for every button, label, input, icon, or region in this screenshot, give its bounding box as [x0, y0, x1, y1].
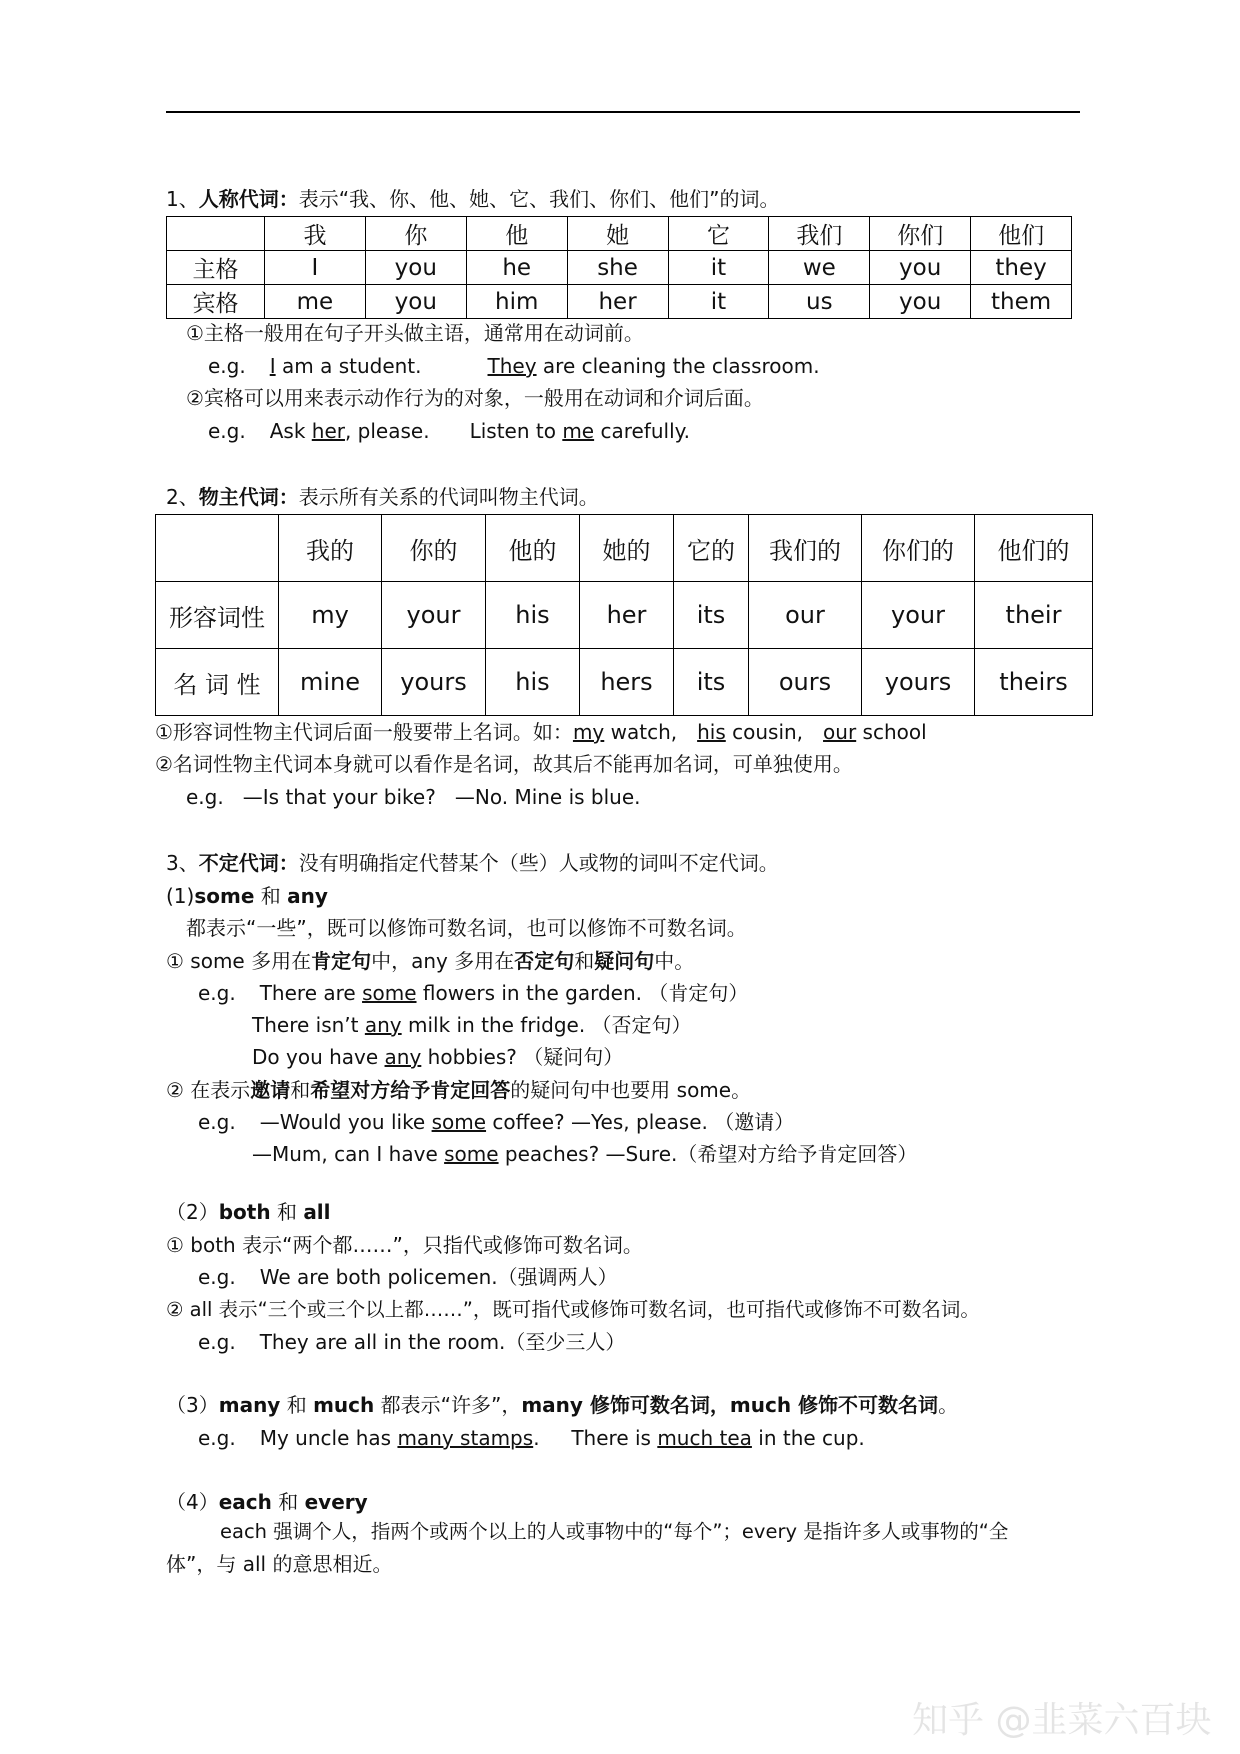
connector: 都表示“许多”， — [374, 1393, 522, 1417]
eg-label: e.g. — [208, 419, 246, 443]
table-cell: you — [365, 285, 466, 319]
table-cell: 我们的 — [749, 515, 862, 582]
connector: 和 — [270, 1200, 304, 1224]
table-cell: 形容词性 — [156, 582, 279, 649]
example-text: carefully. — [594, 419, 690, 443]
keyword: much — [313, 1393, 375, 1417]
table-cell: his — [486, 649, 580, 716]
sub-number: （2） — [166, 1200, 219, 1224]
table-cell: ours — [749, 649, 862, 716]
example-line — [198, 1425, 865, 1451]
table-cell: you — [870, 251, 971, 285]
table-cell: me — [265, 285, 366, 319]
eg-label: e.g. — [198, 1330, 236, 1354]
keyword: each — [218, 1490, 272, 1514]
table-cell: she — [567, 251, 668, 285]
underlined-word: I — [269, 354, 276, 378]
section-desc: 表示所有关系的代词叫物主代词。 — [298, 485, 599, 509]
table-cell: 我 — [265, 217, 366, 251]
personal-pronoun-table — [166, 216, 1072, 319]
table-cell — [156, 515, 279, 582]
paragraph-line: 体”，与 all 的意思相近。 — [166, 1552, 393, 1576]
note-text: ②名词性物主代词本身就可以看作是名词，故其后不能再加名词，可单独使用。 — [155, 752, 853, 776]
example-text: . There is — [533, 1426, 658, 1450]
table-cell: theirs — [975, 649, 1093, 716]
example-text: Ask — [269, 419, 312, 443]
rule-keyword: 疑问句 — [594, 949, 655, 973]
table-cell: 她的 — [580, 515, 674, 582]
section-title: 人称代词： — [198, 187, 299, 211]
section-title: 物主代词： — [198, 485, 299, 509]
rule-part: 的疑问句中也要用 some。 — [510, 1078, 752, 1102]
rule-keyword: 肯定句 — [311, 949, 372, 973]
section-title: 不定代词： — [198, 851, 299, 875]
table-cell: their — [975, 582, 1093, 649]
keyword: both — [218, 1200, 271, 1224]
example-text: My uncle has — [259, 1426, 398, 1450]
example-text: Do you have — [252, 1045, 385, 1069]
table-cell: it — [668, 251, 769, 285]
table-cell: 它的 — [674, 515, 749, 582]
table-cell: you — [870, 285, 971, 319]
keyword: all — [303, 1200, 331, 1224]
rule-part: ① some 多用在 — [166, 949, 312, 973]
underlined-word: me — [562, 419, 595, 443]
rule-part: 和 — [290, 1078, 311, 1102]
example-text: —Would you like — [259, 1110, 432, 1134]
table-cell: he — [466, 251, 567, 285]
table-cell: her — [580, 582, 674, 649]
sub-heading — [166, 1392, 958, 1418]
example-text: , please. — [344, 419, 430, 443]
table-cell: 我们 — [769, 217, 870, 251]
sub-number: （3） — [166, 1393, 219, 1417]
table-cell: 他们 — [971, 217, 1072, 251]
table-cell: our — [749, 582, 862, 649]
example-text: flowers in the garden. （肯定句） — [416, 981, 749, 1005]
paragraph-line: each 强调个人，指两个或两个以上的人或事物中的“每个”；every 是指许多人或事物的“全 — [220, 1520, 1009, 1543]
example-text: There are — [259, 981, 363, 1005]
connector: 和 — [280, 1393, 314, 1417]
table-cell — [167, 217, 265, 251]
example-line — [208, 353, 820, 379]
table-row — [156, 582, 1093, 649]
note-text: ②宾格可以用来表示动作行为的对象，一般用在动词和介词后面。 — [186, 386, 764, 410]
underlined-word: They — [487, 354, 537, 378]
table-cell: 他们的 — [975, 515, 1093, 582]
table-cell: 它 — [668, 217, 769, 251]
note-text — [155, 719, 927, 745]
sub-heading — [166, 1199, 331, 1225]
table-row — [156, 649, 1093, 716]
section1-heading — [166, 186, 779, 212]
note-text: 都表示“一些”，既可以修饰可数名词，也可以修饰不可数名词。 — [186, 916, 747, 940]
rule-keyword: 希望对方给予肯定回答 — [310, 1078, 511, 1102]
section3-heading — [166, 850, 779, 876]
underlined-word: my — [572, 720, 605, 744]
example-line — [198, 980, 748, 1006]
section-desc: 没有明确指定代替某个（些）人或物的词叫不定代词。 — [298, 851, 779, 875]
example-text: in the cup. — [751, 1426, 865, 1450]
rule-text — [166, 1077, 751, 1103]
table-cell: hers — [580, 649, 674, 716]
table-cell: us — [769, 285, 870, 319]
example-text: milk in the fridge. （否定句） — [401, 1013, 692, 1037]
rule-text: ② all 表示“三个或三个以上都……”，既可指代或修饰可数名词，也可指代或修饰不可数名词。 — [166, 1298, 980, 1321]
underlined-word: some — [431, 1110, 487, 1134]
table-cell: 你们 — [870, 217, 971, 251]
example-text: peaches? —Sure.（希望对方给予肯定回答） — [498, 1142, 918, 1166]
rule-keyword: 邀请 — [250, 1078, 291, 1102]
rule-part: 中。 — [654, 949, 695, 973]
keyword: any — [287, 884, 328, 908]
section-number: 2、 — [166, 485, 199, 509]
connector: 。 — [938, 1393, 959, 1417]
table-cell: 她 — [567, 217, 668, 251]
keyword: every — [304, 1490, 368, 1514]
table-cell: your — [862, 582, 975, 649]
rule-part: ② 在表示 — [166, 1078, 251, 1102]
table-cell: him — [466, 285, 567, 319]
table-cell: they — [971, 251, 1072, 285]
section-number: 3、 — [166, 851, 199, 875]
example-text: am a student. — [275, 354, 422, 378]
underlined-word: some — [444, 1142, 499, 1166]
example-line — [208, 418, 690, 444]
example-text: hobbies? （疑问句） — [421, 1045, 624, 1069]
table-cell: 你 — [365, 217, 466, 251]
example-line — [198, 1264, 618, 1290]
example-text: They are all in the room.（至少三人） — [259, 1330, 626, 1354]
table-row — [167, 285, 1072, 319]
rule-part: 中，any 多用在 — [371, 949, 515, 973]
table-cell: 我的 — [279, 515, 382, 582]
table-cell: it — [668, 285, 769, 319]
table-cell: we — [769, 251, 870, 285]
example-line — [252, 1044, 623, 1070]
table-cell: yours — [862, 649, 975, 716]
table-cell: my — [279, 582, 382, 649]
eg-label: e.g. — [198, 1265, 236, 1289]
example-line — [198, 1329, 625, 1355]
underlined-word: some — [362, 981, 417, 1005]
rule-text: ① both 表示“两个都……”，只指代或修饰可数名词。 — [166, 1233, 643, 1257]
table-cell: 名 词 性 — [156, 649, 279, 716]
table-cell: mine — [279, 649, 382, 716]
table-cell: them — [971, 285, 1072, 319]
note-word: school — [856, 720, 927, 744]
eg-label: e.g. — [198, 1110, 236, 1134]
note-word: watch, — [604, 720, 678, 744]
table-cell: you — [365, 251, 466, 285]
watermark: 知乎 @韭菜六百块 — [912, 1700, 1212, 1741]
table-cell: I — [265, 251, 366, 285]
keyword: many — [218, 1393, 281, 1417]
table-cell: its — [674, 582, 749, 649]
note-lead: ①形容词性物主代词后面一般要带上名词。如： — [155, 720, 573, 744]
table-cell: 你的 — [382, 515, 486, 582]
rule-keyword: many 修饰可数名词，much 修饰不可数名词 — [521, 1393, 939, 1417]
keyword: some — [194, 884, 255, 908]
underlined-word: any — [364, 1013, 402, 1037]
sub-number: (1) — [166, 884, 195, 908]
example-text: are cleaning the classroom. — [536, 354, 820, 378]
example-text: We are both policemen.（强调两人） — [259, 1265, 618, 1289]
eg-label: e.g. — [198, 981, 236, 1005]
table-cell: 他 — [466, 217, 567, 251]
underlined-word: his — [697, 720, 726, 744]
underlined-word: her — [311, 419, 345, 443]
underlined-word: much tea — [657, 1426, 752, 1450]
rule-keyword: 否定句 — [514, 949, 575, 973]
example-line — [252, 1141, 917, 1167]
example-text: Listen to — [469, 419, 563, 443]
table-cell: your — [382, 582, 486, 649]
example-text: coffee? —Yes, please. （邀请） — [486, 1110, 795, 1134]
eg-label: e.g. — [208, 354, 246, 378]
note-text: ①主格一般用在句子开头做主语，通常用在动词前。 — [186, 321, 644, 345]
rule-text — [166, 948, 694, 974]
table-header-row — [167, 217, 1072, 251]
table-cell: her — [567, 285, 668, 319]
rule-part: 和 — [574, 949, 595, 973]
table-cell: 你们的 — [862, 515, 975, 582]
connector: 和 — [271, 1490, 305, 1514]
underlined-word: many stamps — [397, 1426, 534, 1450]
table-cell: its — [674, 649, 749, 716]
table-cell: 他的 — [486, 515, 580, 582]
possessive-pronoun-table — [155, 514, 1093, 716]
example-line — [252, 1012, 692, 1038]
underlined-word: any — [384, 1045, 422, 1069]
example-text: There isn’t — [252, 1013, 365, 1037]
underlined-word: our — [823, 720, 857, 744]
table-cell: 主格 — [167, 251, 265, 285]
connector: 和 — [254, 884, 288, 908]
sub-number: （4） — [166, 1490, 219, 1514]
note-word: cousin, — [725, 720, 804, 744]
top-rule — [166, 111, 1080, 113]
sub-heading — [166, 1489, 368, 1515]
section2-heading — [166, 484, 599, 510]
example-line: e.g. —Is that your bike? —No. Mine is blue. — [186, 785, 641, 809]
table-header-row — [156, 515, 1093, 582]
table-row — [167, 251, 1072, 285]
example-line — [198, 1109, 794, 1135]
section-desc: 表示“我、你、他、她、它、我们、你们、他们”的词。 — [298, 187, 780, 211]
example-text: —Mum, can I have — [252, 1142, 445, 1166]
sub-heading — [166, 883, 328, 909]
table-cell: yours — [382, 649, 486, 716]
section-number: 1、 — [166, 187, 199, 211]
table-cell: 宾格 — [167, 285, 265, 319]
table-cell: his — [486, 582, 580, 649]
eg-label: e.g. — [198, 1426, 236, 1450]
